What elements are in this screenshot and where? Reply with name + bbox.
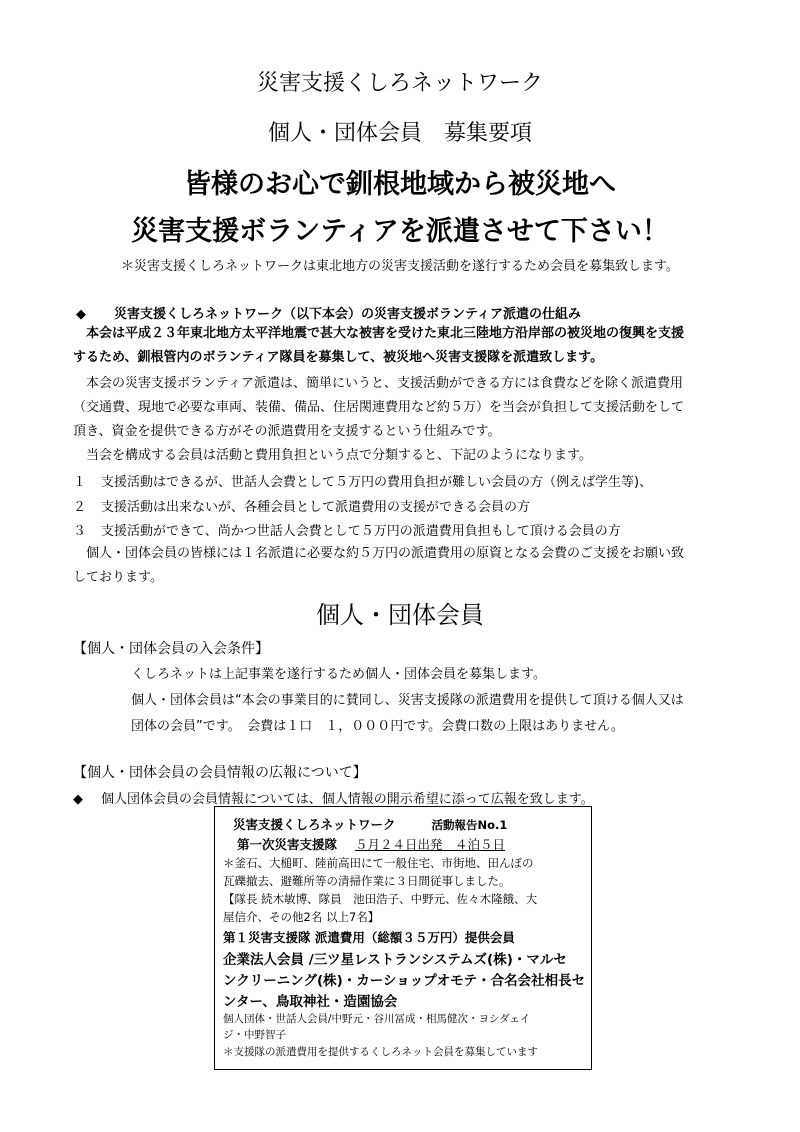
activity-report-box: [214, 806, 592, 1070]
section1-heading: [76, 303, 756, 322]
recruit-title: 個人・団体会員 募集要項: [267, 121, 532, 146]
list-item-number: ３: [73, 524, 87, 539]
headline-1: 皆様のお心で釧根地域から被災地へ: [184, 169, 616, 200]
report-team: 第一次災害支援隊: [237, 837, 338, 852]
list-item: [73, 520, 753, 539]
paragraph4-line2: しております。: [73, 570, 163, 585]
list-item-text: 支援活動は出来ないが、各種会員として派遣費用の支援ができる会員の方: [101, 500, 531, 515]
corp-line1: 企業法人会員 /三ツ星レストランシステムズ(株)・マルセ: [223, 952, 567, 968]
bold-paragraph-line1: 本会は平成２３年東北地方太平洋地震で甚大な被害を受けた東北三陸地方沿岸部の被災地の復興を支援: [86, 326, 685, 341]
activity-line1: ＊釜石、大槌町、陸前高田にて一般住宅、市街地、田んぼの: [223, 856, 534, 870]
report-title: 災害支援くしろネットワーク: [233, 817, 396, 832]
report-team-row: [223, 835, 505, 853]
list-item-number: １: [73, 475, 87, 490]
condition-line1: くしろネットは上記事業を遂行するため個人・団体会員を募集します。: [131, 667, 546, 682]
report-number: 活動報告No.1: [431, 818, 508, 832]
pr-bullet-line: [73, 788, 594, 807]
paragraph2-line1: 本会の災害支援ボランティア派遣は、簡単にいうと、支援活動ができる方には食費などを除く派遣費用: [86, 376, 683, 391]
pr-heading: 【個人・団体会員の会員情報の広報について】: [73, 765, 367, 781]
report-date: ５月２４日出発 ４泊５日: [355, 837, 506, 852]
condition-heading: 【個人・団体会員の入会条件】: [73, 641, 269, 657]
condition-line2: 個人・団体会員は“本会の事業目的に賛同し、災害支援隊の派遣費用を提供して頂ける個人又は: [131, 693, 684, 708]
paragraph2-line3: 頂き、資金を提供できる方がその派遣費用を支援するという仕組みです。: [73, 424, 501, 439]
members-line2: 屋信介、その他2名 以上7名】: [223, 910, 380, 924]
section2-title: 個人・団体会員: [316, 601, 484, 629]
org-title: 災害支援くしろネットワーク: [256, 71, 543, 96]
report-header: [223, 815, 507, 833]
paragraph2-line2: （交通費、現地で必要な車両、装備、備品、住居関連費用など約５万）を当会が負担して支援活動をして: [73, 400, 685, 415]
pr-text: 個人団体会員の会員情報については、個人情報の開示希望に添って広報を致します。: [101, 792, 594, 807]
diamond-bullet-icon: ◆: [73, 792, 83, 807]
section1-heading-text: 災害支援くしろネットワーク（以下本会）の災害支援ボランティア派遣の仕組み: [114, 307, 581, 322]
paragraph4-line1: 個人・団体会員の皆様には１名派遣に必要な約５万円の派遣費用の原資となる会費のご支援をお願い致: [86, 546, 685, 561]
diamond-bullet-icon: ◆: [76, 307, 86, 322]
condition-line3: 団体の会員”です。 会費は１口 １，０００円です。会費口数の上限はありません。: [131, 719, 624, 734]
report-closing: ＊支援隊の派遣費用を提供するくしろネット会員を募集しています: [223, 1046, 538, 1058]
corp-line3: ンター、鳥取神社・造園協会: [223, 994, 398, 1010]
list-item: [73, 471, 753, 490]
sponsor-heading: 第１災害支援隊 派遣費用（総額３５万円）提供会員: [223, 930, 515, 945]
corp-line2: ンクリーニング(株)・カーショップオモテ・合名会社相長セ: [223, 973, 586, 989]
list-item: [73, 496, 753, 515]
list-item-text: 支援活動はできるが、世話人会費として５万円の費用負担が難しい会員の方（例えば学生等)、: [101, 475, 653, 490]
list-item-number: ２: [73, 500, 87, 515]
headline-2: 災害支援ボランティアを派遣させて下さい！: [131, 216, 669, 247]
individual-line2: ジ・中野智子: [223, 1029, 286, 1041]
list-item-text: 支援活動ができて、尚かつ世話人会費として５万円の派遣費用負担もして頂ける会員の方: [101, 524, 621, 539]
individual-line1: 個人団体・世話人会員/中野元・谷川冨成・相馬健次・ヨシダェイ: [223, 1013, 531, 1025]
activity-line2: 瓦礫撤去、避難所等の清掃作業に３日間従事しました。: [223, 874, 511, 888]
members-line1: 【隊長 続木敏博、隊員 池田浩子、中野元、佐々木隆餓、大: [223, 892, 538, 906]
bold-paragraph-line2: するため、釧根管内のボランティア隊員を募集して、被災地へ災害支援隊を派遣致します。: [73, 350, 604, 365]
paragraph3: 当会を構成する会員は活動と費用負担という点で分類すると、下記のようになります。: [86, 448, 592, 463]
intro-note: ＊災害支援くしろネットワークは東北地方の災害支援活動を遂行するため会員を募集致します。: [121, 259, 679, 274]
